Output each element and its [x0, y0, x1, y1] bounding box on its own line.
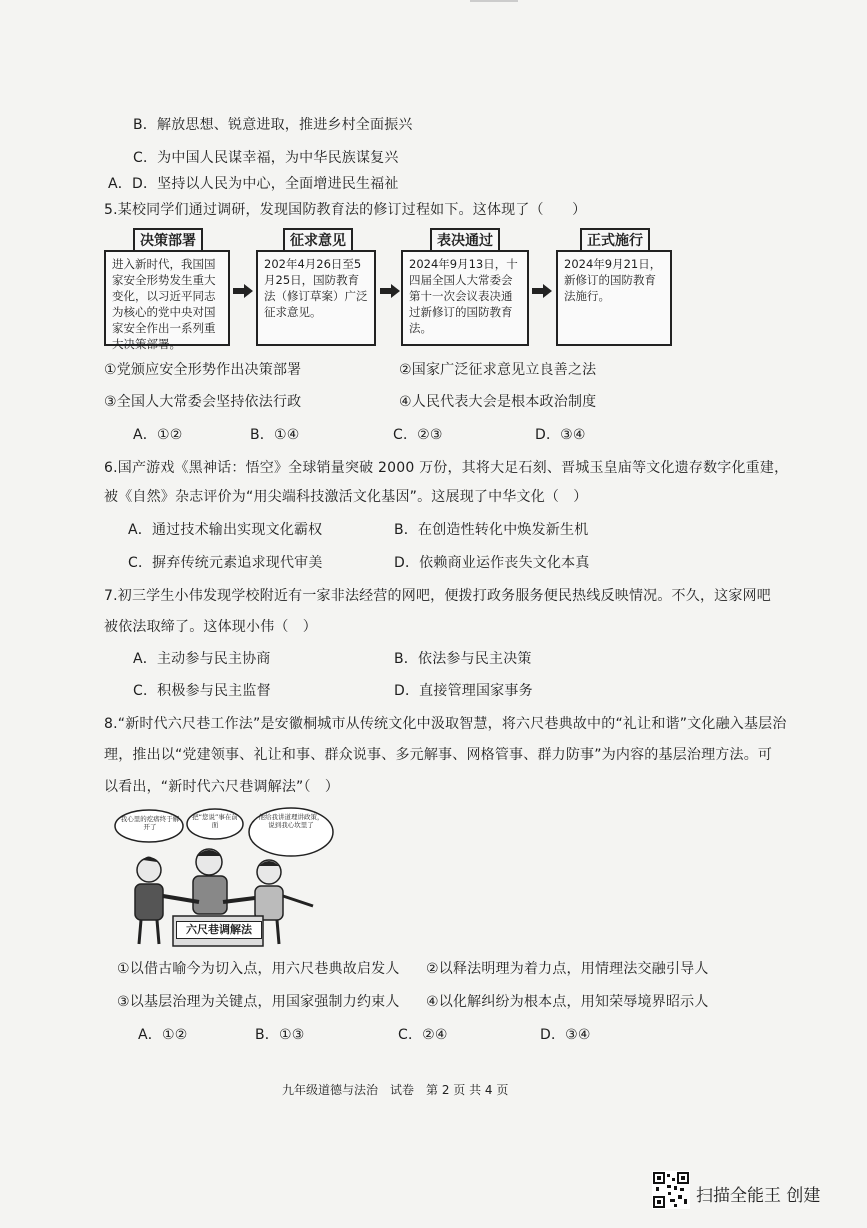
q7-stem-line2: 被依法取缔了。这体现小伟（ ） [104, 619, 317, 635]
q7-option: C．积极参与民主监督 [133, 683, 271, 699]
flow-step-text: 202年4月26日至5月25日，国防教育法（修订草案）广泛征求意见。 [256, 250, 376, 346]
q4-option-c: C．为中国人民谋幸福，为中华民族谋复兴 [133, 150, 399, 166]
page-footer: 九年级道德与法治 试卷 第 2 页 共 4 页 [282, 1083, 509, 1097]
q8-option: D．③④ [540, 1027, 591, 1043]
q6-option: D．依赖商业运作丧失文化本真 [394, 555, 590, 571]
arrow-right-icon [380, 284, 400, 298]
q6-option: B．在创造性转化中焕发新生机 [394, 522, 589, 538]
q8-option: A．①② [138, 1027, 188, 1043]
q4-option-b: B．解放思想、锐意进取，推进乡村全面振兴 [133, 117, 413, 133]
q5-statement: ②国家广泛征求意见立良善之法 [399, 362, 597, 378]
scanner-watermark: 扫描全能王 创建 [696, 1186, 821, 1206]
cartoon-bubble: 我心里的疙瘩终于解开了 [120, 815, 180, 831]
q8-statement: ④以化解纠纷为根本点，用知荣辱境界昭示人 [426, 994, 709, 1010]
flow-step-title: 正式施行 [580, 228, 650, 252]
q5-statement: ③全国人大常委会坚持依法行政 [104, 394, 302, 410]
q5-stem: 5.某校同学们通过调研，发现国防教育法的修订过程如下。这体现了（ ） [104, 202, 587, 218]
arrow-right-icon [233, 284, 253, 298]
flow-step-title: 征求意见 [283, 228, 353, 252]
cartoon-table-sign: 六尺巷调解法 [176, 921, 262, 939]
q7-stem-line1: 7.初三学生小伟发现学校附近有一家非法经营的网吧，便拨打政务服务便民热线反映情况。不久，这家网吧 [104, 588, 771, 604]
q8-stem-line2: 理，推出以“党建领事、礼让和事、群众说事、多元解事、网格管事、群力防事”为内容的基层治理方法。可 [104, 747, 773, 763]
q8-option: B．①③ [255, 1027, 305, 1043]
q5-statement: ④人民代表大会是根本政治制度 [399, 394, 597, 410]
q6-stem-line1: 6.国产游戏《黑神话：悟空》全球销量突破 2000 万份，其将大足石刻、晋城玉皇庙等文化遗存数字化重建， [104, 460, 789, 476]
q8-statement: ③以基层治理为关键点，用国家强制力约束人 [117, 994, 400, 1010]
flow-step-text: 2024年9月13日，十四届全国人大常委会第十一次会议表决通过新修订的国防教育法。 [401, 250, 529, 346]
cartoon-bubble: 他给我讲道理讲政策，说到我心坎里了 [258, 813, 324, 829]
flow-step-text: 2024年9月21日，新修订的国防教育法施行。 [556, 250, 672, 346]
q7-option: B．依法参与民主决策 [394, 651, 532, 667]
q7-option: D．直接管理国家事务 [394, 683, 533, 699]
q6-option: C．摒弃传统元素追求现代审美 [128, 555, 323, 571]
q7-option: A．主动参与民主协商 [133, 651, 271, 667]
cartoon-bubble: 把“您说”事在前面 [192, 813, 238, 829]
q4-option-d: A．D．坚持以人民为中心，全面增进民生福祉 [108, 176, 399, 192]
scan-artifact [470, 0, 518, 2]
arrow-right-icon [532, 284, 552, 298]
q6-stem-line2: 被《自然》杂志评价为“用尖端科技激活文化基因”。这展现了中华文化（ ） [104, 489, 588, 505]
q6-option: A．通过技术输出实现文化霸权 [128, 522, 323, 538]
q5-statement: ①党颁应安全形势作出决策部署 [104, 362, 302, 378]
q5-option: A．①② [133, 427, 183, 443]
q8-statement: ②以释法明理为着力点，用情理法交融引导人 [426, 961, 709, 977]
qr-code-icon [652, 1171, 690, 1209]
q5-option: B．①④ [250, 427, 300, 443]
q5-option: C．②③ [393, 427, 443, 443]
flow-step-title: 表决通过 [430, 228, 500, 252]
q8-stem-line1: 8.“新时代六尺巷工作法”是安徽桐城市从传统文化中汲取智慧，将六尺巷典故中的“礼让和谐”文化融入基层治 [104, 716, 787, 732]
q8-statement: ①以借古喻今为切入点，用六尺巷典故启发人 [117, 961, 400, 977]
flow-step-text: 进入新时代，我国国家安全形势发生重大变化，以习近平同志为核心的党中央对国家安全作出一系列重大决策部署。 [104, 250, 230, 346]
flow-step-title: 决策部署 [133, 228, 203, 252]
q8-stem-line3: 以看出，“新时代六尺巷调解法”（ ） [104, 779, 340, 795]
q5-option: D．③④ [535, 427, 586, 443]
q8-option: C．②④ [398, 1027, 448, 1043]
